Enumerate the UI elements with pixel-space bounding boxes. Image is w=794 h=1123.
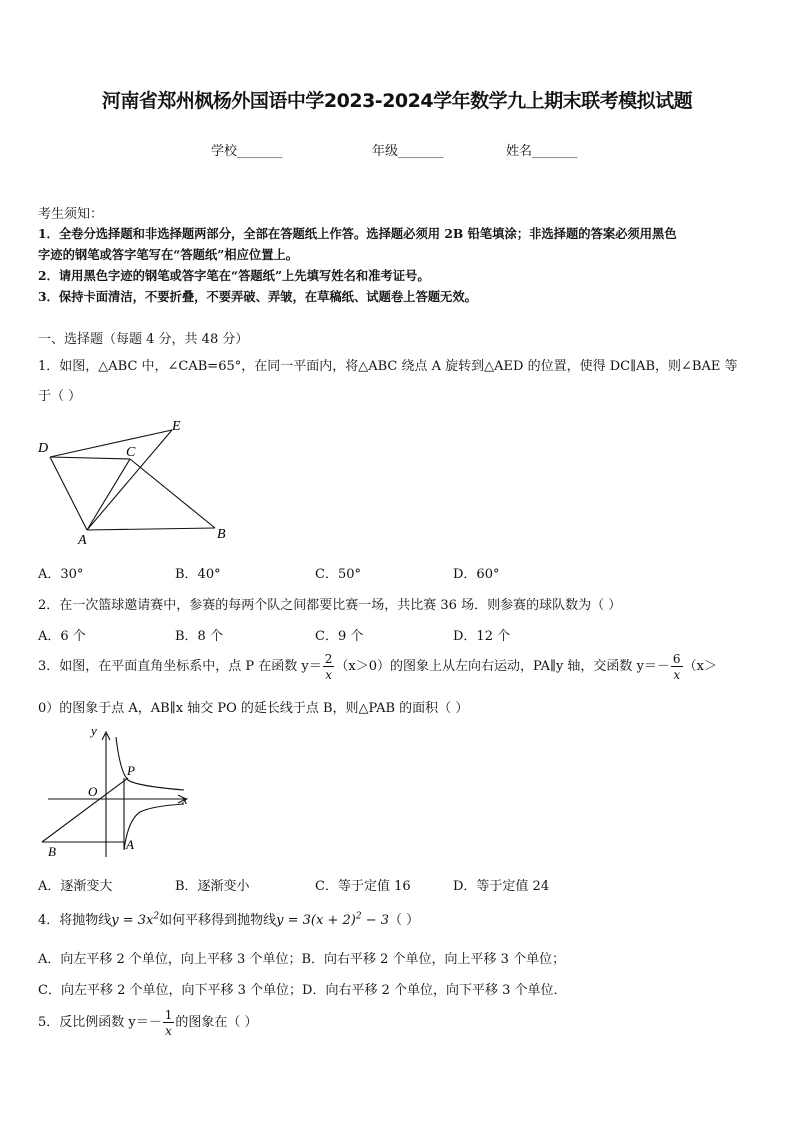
label-o: O	[88, 784, 98, 799]
name-field: 姓名_______	[506, 144, 578, 159]
q3-stem	[38, 652, 717, 682]
q3-option-d: D．等于定值 24	[453, 879, 550, 894]
notice-item-3: 3．保持卡面清洁，不要折叠，不要弄破、弄皱，在草稿纸、试题卷上答题无效。	[38, 289, 477, 304]
label-b2: B	[48, 844, 56, 859]
notice-item-2: 2．请用黑色字迹的钢笔或答字笔在“答题纸”上先填写姓名和准考证号。	[38, 268, 430, 283]
label-b: B	[217, 527, 226, 542]
q5-frac-den: x	[165, 1023, 172, 1038]
notice-heading: 考生须知：	[38, 207, 104, 222]
q4-expr1-base: y = 3x	[111, 913, 154, 928]
label-x: x	[182, 792, 188, 807]
q3-option-c: C．等于定值 16	[315, 879, 411, 894]
q3-frac2-den: x	[673, 667, 681, 682]
label-e: E	[172, 419, 181, 434]
q3-option-b: B．逐渐变小	[175, 879, 250, 894]
q1-stem: 1．如图，△ABC 中，∠CAB=65°，在同一平面内，将△ABC 绕点 A 旋转到△AED 的位置，使得 DC∥AB，则∠BAE 等	[38, 359, 738, 374]
q4-expr-1	[111, 913, 159, 928]
q4-options-ab: A．向左平移 2 个单位，向上平移 3 个单位；B．向右平移 2 个单位，向上平移 3 个单位；	[38, 952, 566, 967]
notice-item-1: 1．全卷分选择题和非选择题两部分，全部在答题纸上作答。选择题必须用 2B 铅笔填涂；非选择题的答案必须用黑色	[38, 226, 677, 241]
q1-option-c: C．50°	[315, 567, 361, 582]
q2-stem: 2．在一次篮球邀请赛中，参赛的每两个队之间都要比赛一场，共比赛 36 场．则参赛的球队数为（ ）	[38, 598, 622, 613]
label-a: A	[78, 533, 87, 548]
notice-item-1-cont: 字迹的钢笔或答字笔写在“答题纸”相应位置上。	[38, 247, 299, 262]
q3-frac1-num: 2	[324, 651, 333, 666]
q1-stem-cont: 于（ ）	[38, 389, 82, 404]
q4-expr1-exp: 2	[153, 911, 160, 922]
school-field: 学校_______	[211, 144, 283, 159]
q4-stem	[38, 909, 419, 928]
q3-stem-part2: （x＞0）的图象上从左向右运动，PA∥y 轴，交函数 y＝－	[335, 659, 670, 674]
q4-expr-2	[276, 913, 389, 928]
section-heading: 一、选择题（每题 4 分，共 48 分）	[38, 332, 249, 347]
q3-stem-cont: 0）的图象于点 A，AB∥x 轴交 PO 的延长线于点 B，则△PAB 的面积（ ）	[38, 701, 469, 716]
label-c: C	[126, 445, 136, 460]
q2-option-d: D．12 个	[453, 629, 511, 644]
grade-field: 年级_______	[372, 144, 444, 159]
q4-expr2-tail: − 3	[361, 913, 389, 928]
q4-options-cd: C．向左平移 2 个单位，向下平移 3 个单位；D．向右平移 2 个单位，向下平移 3 个单位．	[38, 983, 567, 998]
label-a2: A	[126, 837, 134, 852]
q1-triangle-figure	[30, 412, 240, 550]
q5-stem-part1: 5．反比例函数 y＝－	[38, 1015, 162, 1030]
label-y: y	[91, 723, 97, 738]
q4-expr2-exp: 2	[355, 911, 362, 922]
q4-stem-part2: 如何平移得到抛物线	[159, 913, 277, 928]
q3-frac2-num: 6	[672, 651, 681, 666]
q3-stem-part1: 3．如图，在平面直角坐标系中，点 P 在函数 y＝	[38, 659, 322, 674]
q5-frac-num: 1	[164, 1007, 173, 1022]
q4-stem-part3: （ ）	[389, 913, 420, 928]
q3-coordinate-figure	[36, 722, 196, 862]
q3-fraction-2	[671, 653, 683, 681]
q4-stem-part1: 4．将抛物线	[38, 913, 112, 928]
q1-option-a: A．30°	[38, 567, 84, 582]
q3-frac1-den: x	[325, 667, 332, 682]
q1-option-b: B．40°	[175, 567, 221, 582]
q5-stem-part2: 的图象在（ ）	[175, 1015, 258, 1030]
q4-expr2-base: y = 3(x + 2)	[276, 913, 356, 928]
page-title: 河南省郑州枫杨外国语中学2023-2024学年数学九上期末联考模拟试题	[101, 90, 693, 112]
q2-option-a: A．6 个	[38, 629, 86, 644]
q2-option-c: C．9 个	[315, 629, 364, 644]
q3-stem-part3: （x＞	[683, 659, 717, 674]
q3-fraction-1	[323, 653, 335, 681]
q3-option-a: A．逐渐变大	[38, 879, 113, 894]
label-d: D	[38, 441, 49, 456]
q2-option-b: B．8 个	[175, 629, 223, 644]
q5-stem	[38, 1008, 258, 1038]
label-p: P	[127, 763, 135, 778]
q5-fraction	[163, 1009, 175, 1037]
q1-option-d: D．60°	[453, 567, 500, 582]
